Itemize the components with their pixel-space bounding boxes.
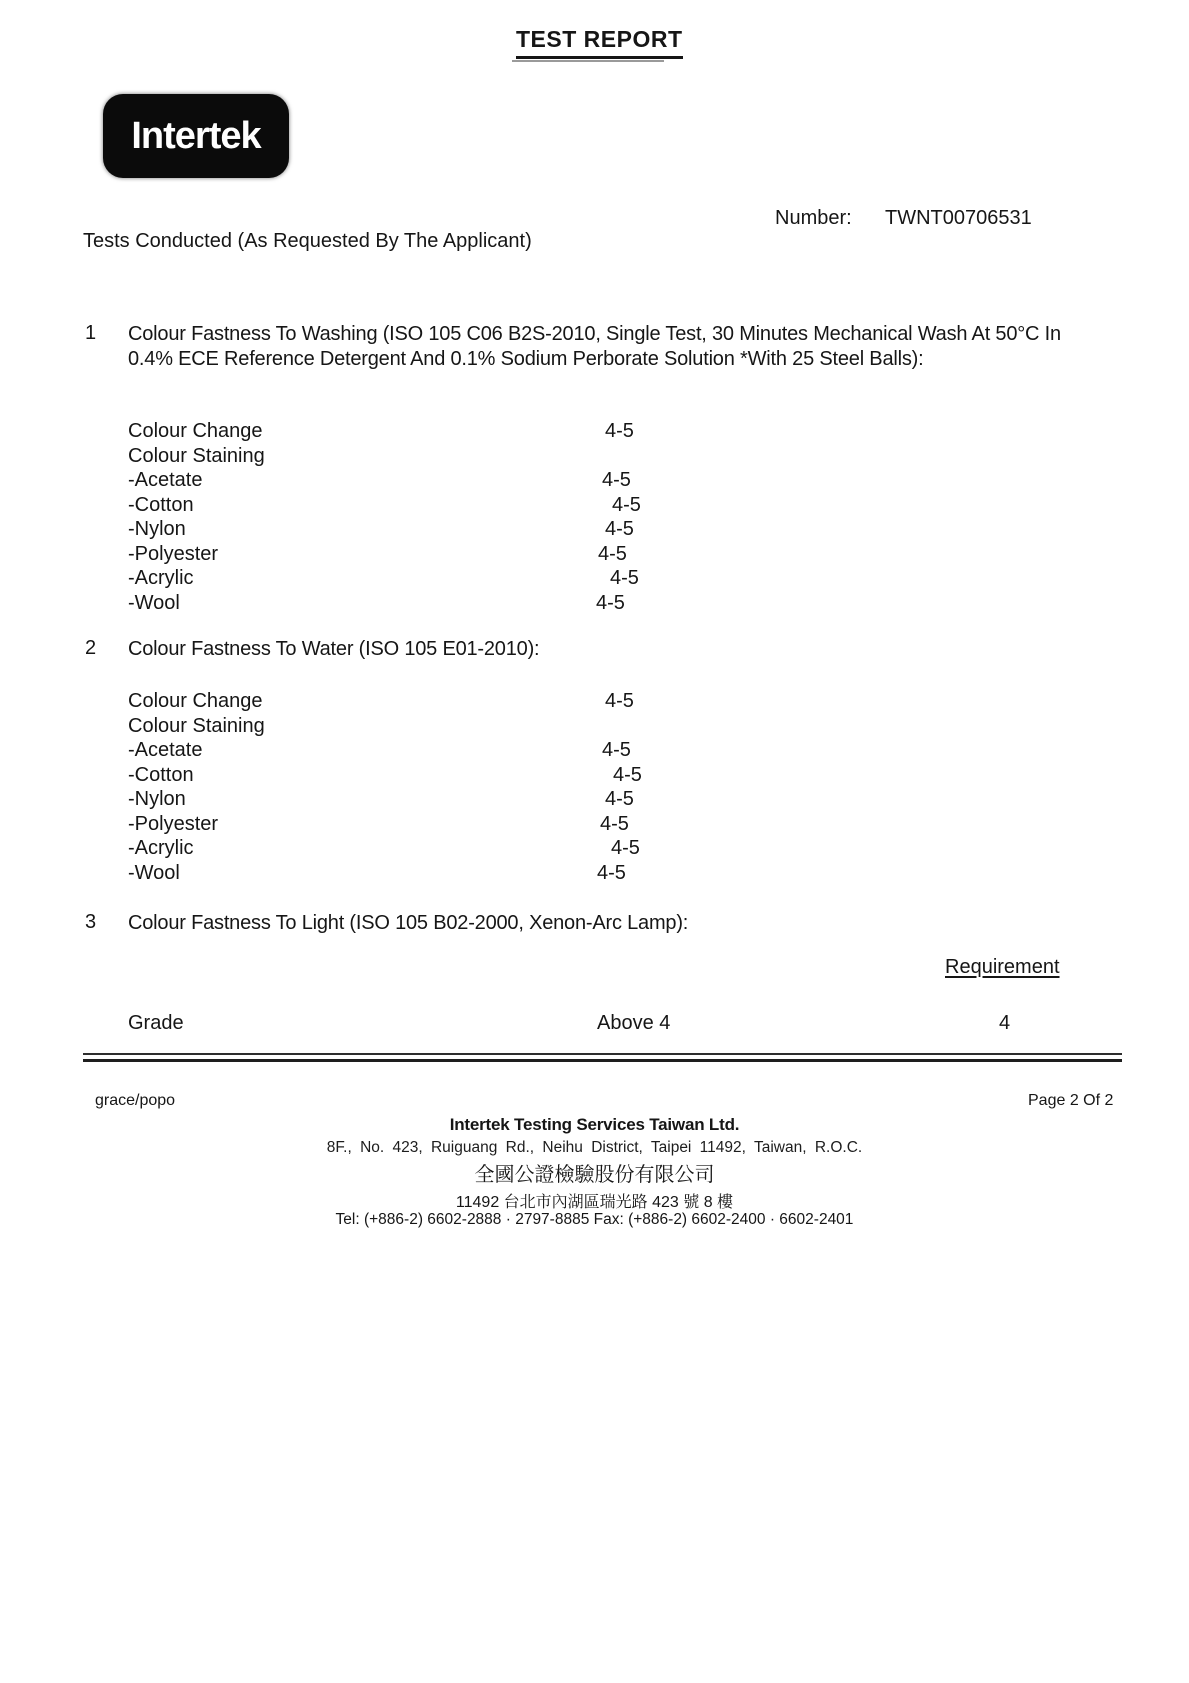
table-row — [128, 591, 625, 615]
section-2-number: 2 — [85, 637, 97, 659]
table-row — [128, 788, 634, 811]
row-label: Colour Change — [128, 420, 263, 442]
row-value: 4-5 — [605, 420, 634, 442]
row-value: 4-5 — [611, 837, 640, 859]
page-title: TEST REPORT — [516, 26, 683, 59]
row-value: 4-5 — [605, 788, 634, 810]
company-name-chinese: 全國公證檢驗股份有限公司 — [474, 1164, 715, 1186]
row-label: Colour Staining — [128, 714, 265, 737]
report-number-value: TWNT00706531 — [885, 207, 1032, 229]
row-value: 4-5 — [602, 739, 631, 761]
table-row — [128, 518, 634, 541]
table-row — [128, 739, 631, 762]
row-label: -Nylon — [128, 788, 186, 810]
intertek-logo — [103, 94, 289, 178]
row-label: Colour Change — [128, 690, 263, 712]
tests-conducted-heading: Tests Conducted (As Requested By The Applicant) — [83, 230, 532, 252]
row-label: -Acrylic — [128, 567, 194, 589]
row-label: -Cotton — [128, 763, 194, 786]
table-row — [128, 812, 629, 836]
table-row — [128, 469, 631, 492]
section-2-heading-line1: Colour Fastness To Water (ISO 105 E01-2010): — [128, 638, 540, 660]
table-row — [128, 690, 634, 713]
grade-requirement-value: 4 — [999, 1012, 1011, 1034]
table-row — [128, 445, 265, 468]
row-value: 4-5 — [600, 812, 629, 835]
grade-result-value: Above 4 — [597, 1012, 671, 1034]
section-1-heading — [128, 322, 1061, 372]
row-label: -Acrylic — [128, 837, 194, 859]
company-address-chinese: 11492 台北市內湖區瑞光路 423 號 8 樓 — [455, 1194, 734, 1211]
table-row — [128, 493, 641, 517]
row-label: -Cotton — [128, 493, 194, 516]
page-number: Page 2 Of 2 — [1028, 1092, 1114, 1109]
table-row — [128, 420, 634, 443]
row-value: 4-5 — [598, 542, 627, 565]
footer-divider-rule — [83, 1053, 1122, 1062]
section-1-number: 1 — [85, 322, 97, 344]
row-value: 4-5 — [610, 567, 639, 589]
table-row — [128, 567, 639, 590]
row-label: -Wool — [128, 861, 180, 884]
section-3-heading — [128, 911, 688, 936]
row-label: -Acetate — [128, 739, 203, 761]
table-row — [128, 763, 642, 787]
telephone-fax-line: Tel: (+886-2) 6602-2888 · 2797-8885 Fax: (+886-2) 6602-2400 · 6602-2401 — [335, 1211, 854, 1228]
row-label: -Polyester — [128, 542, 219, 565]
table-row — [128, 861, 626, 885]
row-value: 4-5 — [597, 861, 626, 884]
row-label: -Polyester — [128, 812, 219, 835]
author-reference: grace/popo — [95, 1092, 176, 1109]
grade-label: Grade — [128, 1012, 184, 1034]
row-label: -Nylon — [128, 518, 186, 540]
company-name-english: Intertek Testing Services Taiwan Ltd. — [449, 1115, 740, 1134]
report-number-label: Number: — [775, 207, 852, 229]
intertek-logo-text: Intertek — [131, 114, 261, 157]
section-3-heading-line1: Colour Fastness To Light (ISO 105 B02-2000, Xenon-Arc Lamp): — [128, 912, 689, 934]
row-value: 4-5 — [596, 591, 625, 614]
title-underline-shadow — [512, 60, 664, 62]
row-value: 4-5 — [613, 763, 642, 786]
section-1-heading-line1: Colour Fastness To Washing (ISO 105 C06 B2S-2010, Single Test, 30 Minutes Mechanical Wash At 50°C In — [128, 323, 1061, 345]
section-2-heading — [128, 637, 539, 662]
table-row — [128, 542, 627, 566]
row-label: -Wool — [128, 591, 180, 614]
row-value: 4-5 — [605, 690, 634, 712]
table-row — [128, 837, 640, 860]
table-row — [128, 715, 265, 738]
row-label: -Acetate — [128, 469, 203, 491]
row-label: Colour Staining — [128, 444, 265, 467]
row-value: 4-5 — [602, 469, 631, 491]
requirement-column-header: Requirement — [945, 956, 1060, 978]
company-address-english: 8F., No. 423, Ruiguang Rd., Neihu District, Taipei 11492, Taiwan, R.O.C. — [326, 1139, 863, 1156]
section-1-heading-line2: 0.4% ECE Reference Detergent And 0.1% Sodium Perborate Solution *With 25 Steel Balls): — [128, 348, 924, 370]
row-value: 4-5 — [612, 493, 641, 516]
section-3-number: 3 — [85, 911, 97, 933]
row-value: 4-5 — [605, 518, 634, 540]
